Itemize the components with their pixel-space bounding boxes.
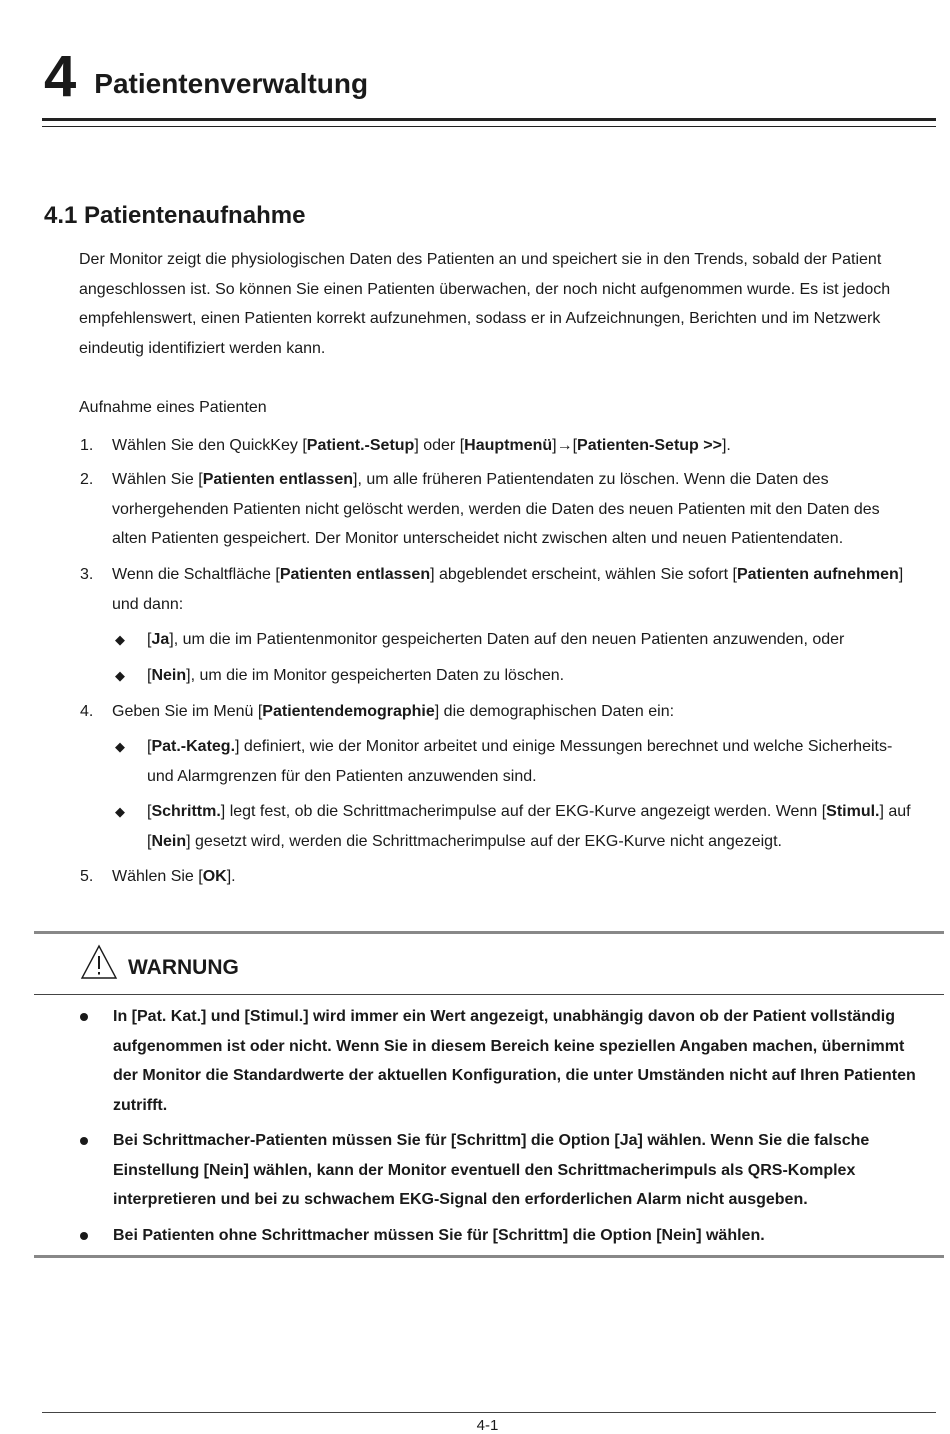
diamond-bullet-icon: ◆ <box>115 632 125 647</box>
diamond-bullet-icon: ◆ <box>115 668 125 683</box>
warning-separator <box>34 994 944 995</box>
warning-bottom-rule <box>34 1255 944 1258</box>
option-text: [Pat.-Kateg.] definiert, wie der Monitor arbeitet und einige Messungen berechnet und welche Sicherheits- und Alarmgrenzen für den Patienten anzuwenden sind. <box>147 738 893 785</box>
bullet-dot-icon <box>80 1232 88 1240</box>
warning-header <box>80 944 239 980</box>
section-title: 4.1 Patientenaufnahme <box>44 202 306 229</box>
chapter-title: Patientenverwaltung <box>94 68 369 99</box>
warning-title: WARNUNG <box>128 956 239 979</box>
step-text: Wenn die Schaltfläche [Patienten entlassen] abgeblendet erscheint, wählen Sie sofort [Patienten aufnehmen] und dann: <box>112 566 904 613</box>
step-number: 1. <box>80 437 94 454</box>
step-number: 5. <box>80 868 94 885</box>
step-text: Wählen Sie den QuickKey [Patient.-Setup] oder [Hauptmenü]→[Patienten-Setup >>]. <box>112 437 731 454</box>
diamond-bullet-icon: ◆ <box>115 739 125 754</box>
bullet-dot-icon <box>80 1137 88 1145</box>
step-number: 4. <box>80 703 94 720</box>
procedure-label: Aufnahme eines Patienten <box>79 399 267 416</box>
footer-rule <box>42 1412 936 1413</box>
warning-triangle-icon <box>80 944 118 980</box>
chapter-header <box>44 44 369 109</box>
bullet-dot-icon <box>80 1013 88 1021</box>
chapter-number: 4 <box>44 44 77 109</box>
step-text: Geben Sie im Menü [Patientendemographie] die demographischen Daten ein: <box>112 703 675 720</box>
warning-item-text: Bei Patienten ohne Schrittmacher müssen Sie für [Schrittm] die Option [Nein] wählen. <box>113 1227 765 1244</box>
step-number: 2. <box>80 471 94 488</box>
option-text: [Nein], um die im Monitor gespeicherten Daten zu löschen. <box>147 667 565 684</box>
diamond-bullet-icon: ◆ <box>115 804 125 819</box>
page-number: 4-1 <box>476 1417 499 1434</box>
warning-item-text: Bei Schrittmacher-Patienten müssen Sie für [Schrittm] die Option [Ja] wählen. Wenn Sie die falsche Einstellung [Nein] wählen, kann der Monitor eventuell den Schrittmacherimpuls als QRS-Komplex interpretieren und bei zu schwachem EKG-Signal den erforderlichen Alarm nicht ausgeben. <box>113 1132 870 1209</box>
chapter-rule-thin <box>42 126 936 127</box>
warning-top-rule <box>34 931 944 934</box>
step-text: Wählen Sie [OK]. <box>112 868 236 885</box>
step-number: 3. <box>80 566 94 583</box>
step-text: Wählen Sie [Patienten entlassen], um alle früheren Patientendaten zu löschen. Wenn die Daten des vorhergehenden Patienten nicht gelöscht werden, werden die Daten des neuen Patienten mit den Daten des alten Patienten gespeichert. Der Monitor unterscheidet nicht zwischen alten und neuen Patientendaten. <box>112 471 880 548</box>
warning-item-text: In [Pat. Kat.] und [Stimul.] wird immer ein Wert angezeigt, unabhängig davon ob der Patient vollständig aufgenommen ist oder nicht. Wenn Sie in diesem Bereich keine speziellen Angaben machen, übernimmt der Monitor die Standardwerte der aktuellen Konfiguration, die unter Umständen nicht auf Ihren Patienten zutrifft. <box>113 1008 916 1115</box>
option-text: [Ja], um die im Patientenmonitor gespeicherten Daten auf den neuen Patienten anzuwenden, oder <box>147 631 845 648</box>
option-text: [Schrittm.] legt fest, ob die Schrittmacherimpulse auf der EKG-Kurve angezeigt werden. Wenn [Stimul.] auf [Nein] gesetzt wird, werden die Schrittmacherimpulse auf der EKG-Kurve nicht angezeigt. <box>147 803 911 850</box>
chapter-rule-thick <box>42 118 936 121</box>
intro-paragraph: Der Monitor zeigt die physiologischen Daten des Patienten an und speichert sie in den Trends, sobald der Patient angeschlossen ist. So können Sie einen Patienten überwachen, der noch nicht aufgenommen wurde. Es ist jedoch empfehlenswert, einen Patienten korrekt aufzunehmen, sodass er in Aufzeichnungen, Berichten und im Netzwerk eindeutig identifiziert werden kann. <box>79 251 891 358</box>
